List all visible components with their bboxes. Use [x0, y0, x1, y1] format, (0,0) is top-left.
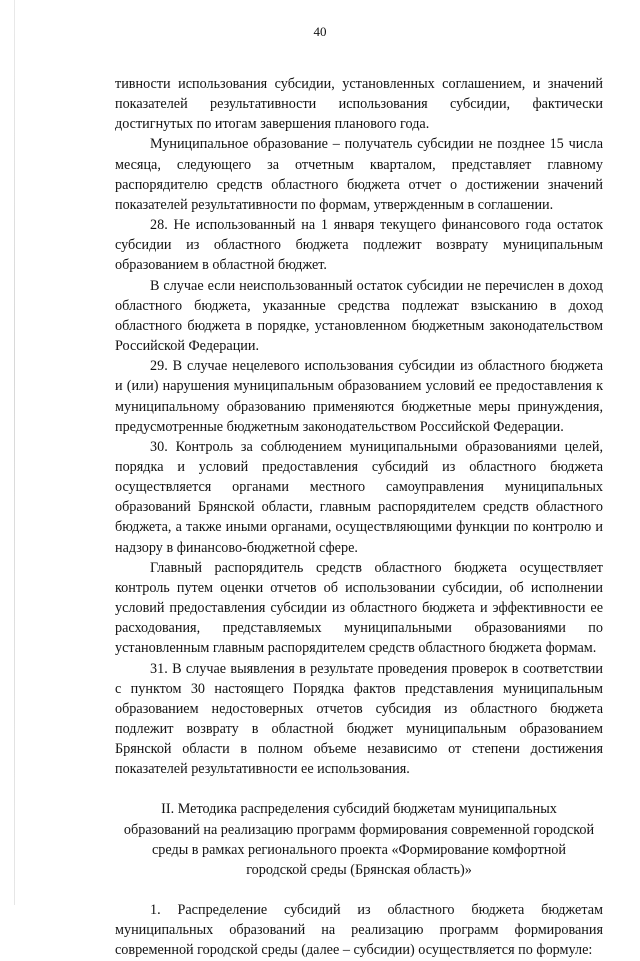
- page-number: 40: [313, 24, 327, 39]
- paragraph-control: Главный распорядитель средств областного бюджета осуществляет контроль путем оценки отчетов об использовании субсидии, об исполнении условий предоставления субсидии из областного бюджета и эффективности ее расходования, представляемых муниципальными образованиями по установленным главным распорядителем средств областного бюджета формам.: [115, 559, 603, 657]
- document-body: [115, 74, 603, 961]
- paragraph-report-deadline: Муниципальное образование – получатель субсидии не позднее 15 числа месяца, следующего за отчетным кварталом, представляет главному распорядителю средств областного бюджета отчет о достижении значений показателей результативности по формам, утвержденным в соглашении.: [115, 136, 603, 213]
- section-heading-line: среды в рамках регионального проекта «Формирование комфортной: [152, 841, 566, 858]
- paragraph-continuation: тивности использования субсидии, установленных соглашением, и значений показателей результативности использования субсидии, фактически достигнутых по итогам завершения планового года.: [115, 76, 603, 133]
- paragraph-31: 31. В случае выявления в результате проведения проверок в соответствии с пунктом 30 настоящего Порядка фактов представления муниципальным образованием недостоверных отчетов субсидия из областного бюджета подлежит возврату в областной бюджет муниципальным образованием Брянской области в полном объеме независимо от степени достижения показателей результативности ее использования.: [115, 660, 603, 778]
- section-heading-line: II. Методика распределения субсидий бюджетам муниципальных: [161, 801, 557, 818]
- paragraph-section2-item1: 1. Распределение субсидий из областного бюджета бюджетам муниципальных образований на реализацию программ формирования современной городской среды (далее – субсидии) осуществляется по формуле:: [115, 902, 603, 959]
- scan-edge-line: [14, 0, 15, 905]
- paragraph-recovery: В случае если неиспользованный остаток субсидии не перечислен в доход областного бюджета, указанные средства подлежат взысканию в доход областного бюджета в порядке, установленном бюджетным законодательством Российской Федерации.: [115, 277, 603, 355]
- section-heading: [115, 799, 603, 880]
- paragraph-29: 29. В случае нецелевого использования субсидии из областного бюджета и (или) нарушения муниципальным образованием условий ее предоставления к муниципальному образованию применяются бюджетные меры принуждения, предусмотренные бюджетным законодательством Российской Федерации.: [115, 358, 603, 435]
- paragraph-28: 28. Не использованный на 1 января текущего финансового года остаток субсидии из областного бюджета подлежит возврату муниципальным образованием в областной бюджет.: [115, 217, 603, 274]
- section-heading-line: образований на реализацию программ формирования современной городской: [123, 821, 595, 838]
- section-spacer: [115, 779, 603, 799]
- section-heading-line: городской среды (Брянская область)»: [246, 861, 472, 878]
- paragraph-30: 30. Контроль за соблюдением муниципальными образованиями целей, порядка и условий предоставления субсидий из областного бюджета осуществляется органами местного самоуправления муниципальных образований Брянской области, главным распорядителем средств областного бюджета, а также иными органами, осуществляющими функции по контролю и надзору в финансово-бюджетной сфере.: [115, 438, 603, 556]
- section-spacer: [115, 880, 603, 900]
